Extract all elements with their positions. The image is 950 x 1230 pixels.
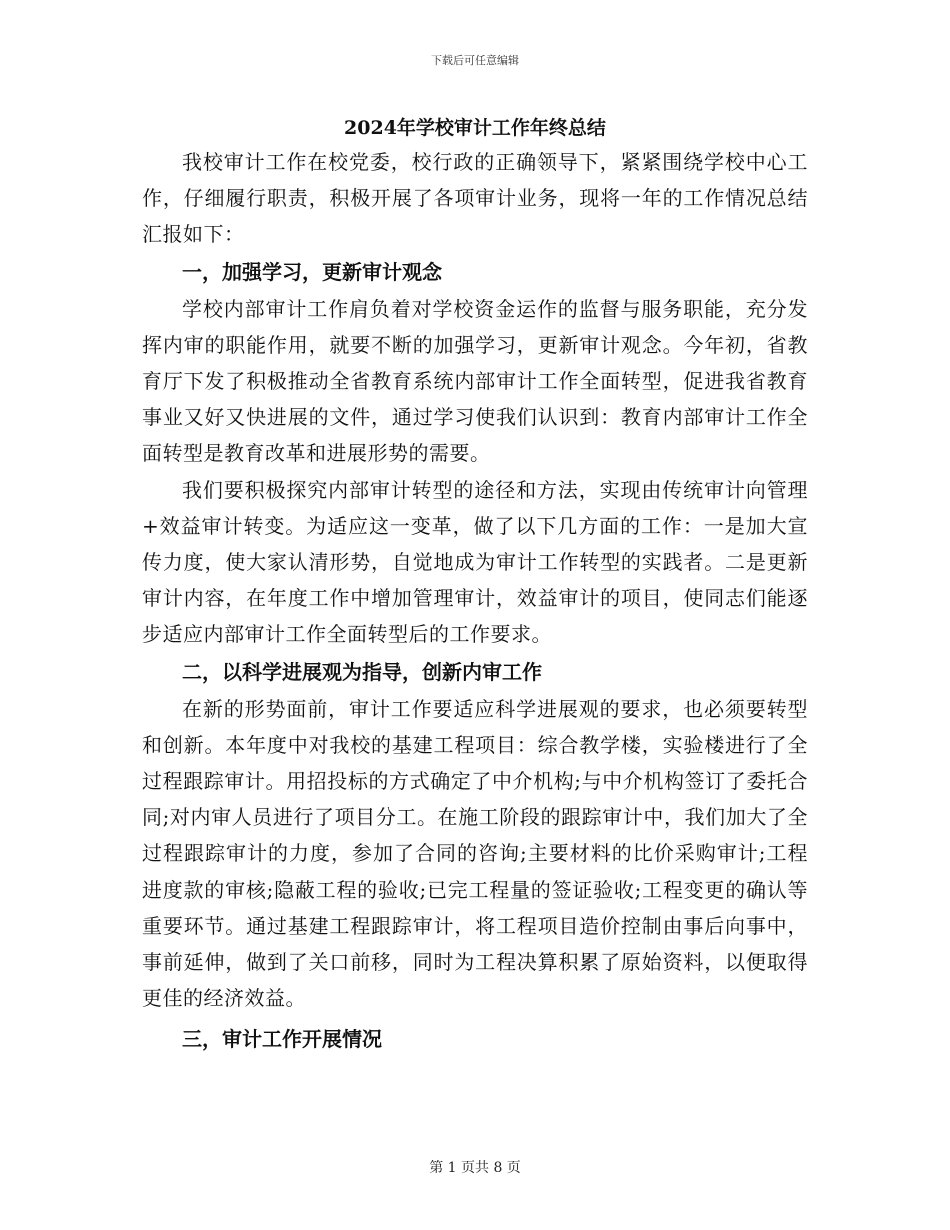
document-body [142, 112, 808, 1058]
section-1-paragraph-2: 我们要积极探究内部审计转型的途径和方法，实现由传统审计向管理+效益审计转变。为适应这一变革，做了以下几方面的工作：一是加大宣传力度，使大家认清形势，自觉地成为审计工作转型的实践者。二是更新审计内容，在年度工作中增加管理审计，效益审计的项目，使同志们能逐步适应内部审计工作全面转型后的工作要求。 [142, 477, 808, 647]
document-title: 2024年学校审计工作年终总结 [344, 117, 606, 139]
section-3-heading: 三，审计工作开展情况 [182, 1027, 382, 1052]
section-2-paragraph-1: 在新的形势面前，审计工作要适应科学进展观的要求，也必须要转型和创新。本年度中对我校的基建工程项目：综合教学楼，实验楼进行了全过程跟踪审计。用招投标的方式确定了中介机构;与中介机构签订了委托合同;对内审人员进行了项目分工。在施工阶段的跟踪审计中，我们加大了全过程跟踪审计的力度，参加了合同的咨询;主要材料的比价采购审计;工程进度款的审核;隐蔽工程的验收;已完工程量的签证验收;工程变更的确认等重要环节。通过基建工程跟踪审计，将工程项目造价控制由事后向事中，事前延伸，做到了关口前移，同时为工程决算积累了原始资料，以便取得更佳的经济效益。 [142, 696, 808, 1011]
section-1-heading: 一，加强学习，更新审计观念 [182, 259, 442, 284]
section-1-paragraph-1: 学校内部审计工作肩负着对学校资金运作的监督与服务职能，充分发挥内审的职能作用，就要不断的加强学习，更新审计观念。今年初，省教育厅下发了积极推动全省教育系统内部审计工作全面转型，促进我省教育事业又好又快进展的文件，通过学习使我们认识到：教育内部审计工作全面转型是教育改革和进展形势的需要。 [142, 296, 808, 466]
header-note: 下载后可任意编辑 [431, 54, 519, 67]
section-2-heading: 二，以科学进展观为指导，创新内审工作 [182, 659, 542, 684]
intro-paragraph: 我校审计工作在校党委，校行政的正确领导下，紧紧围绕学校中心工作，仔细履行职责，积极开展了各项审计业务，现将一年的工作情况总结汇报如下： [142, 150, 808, 247]
page-footer: 第 1 页共 8 页 [429, 1160, 521, 1176]
